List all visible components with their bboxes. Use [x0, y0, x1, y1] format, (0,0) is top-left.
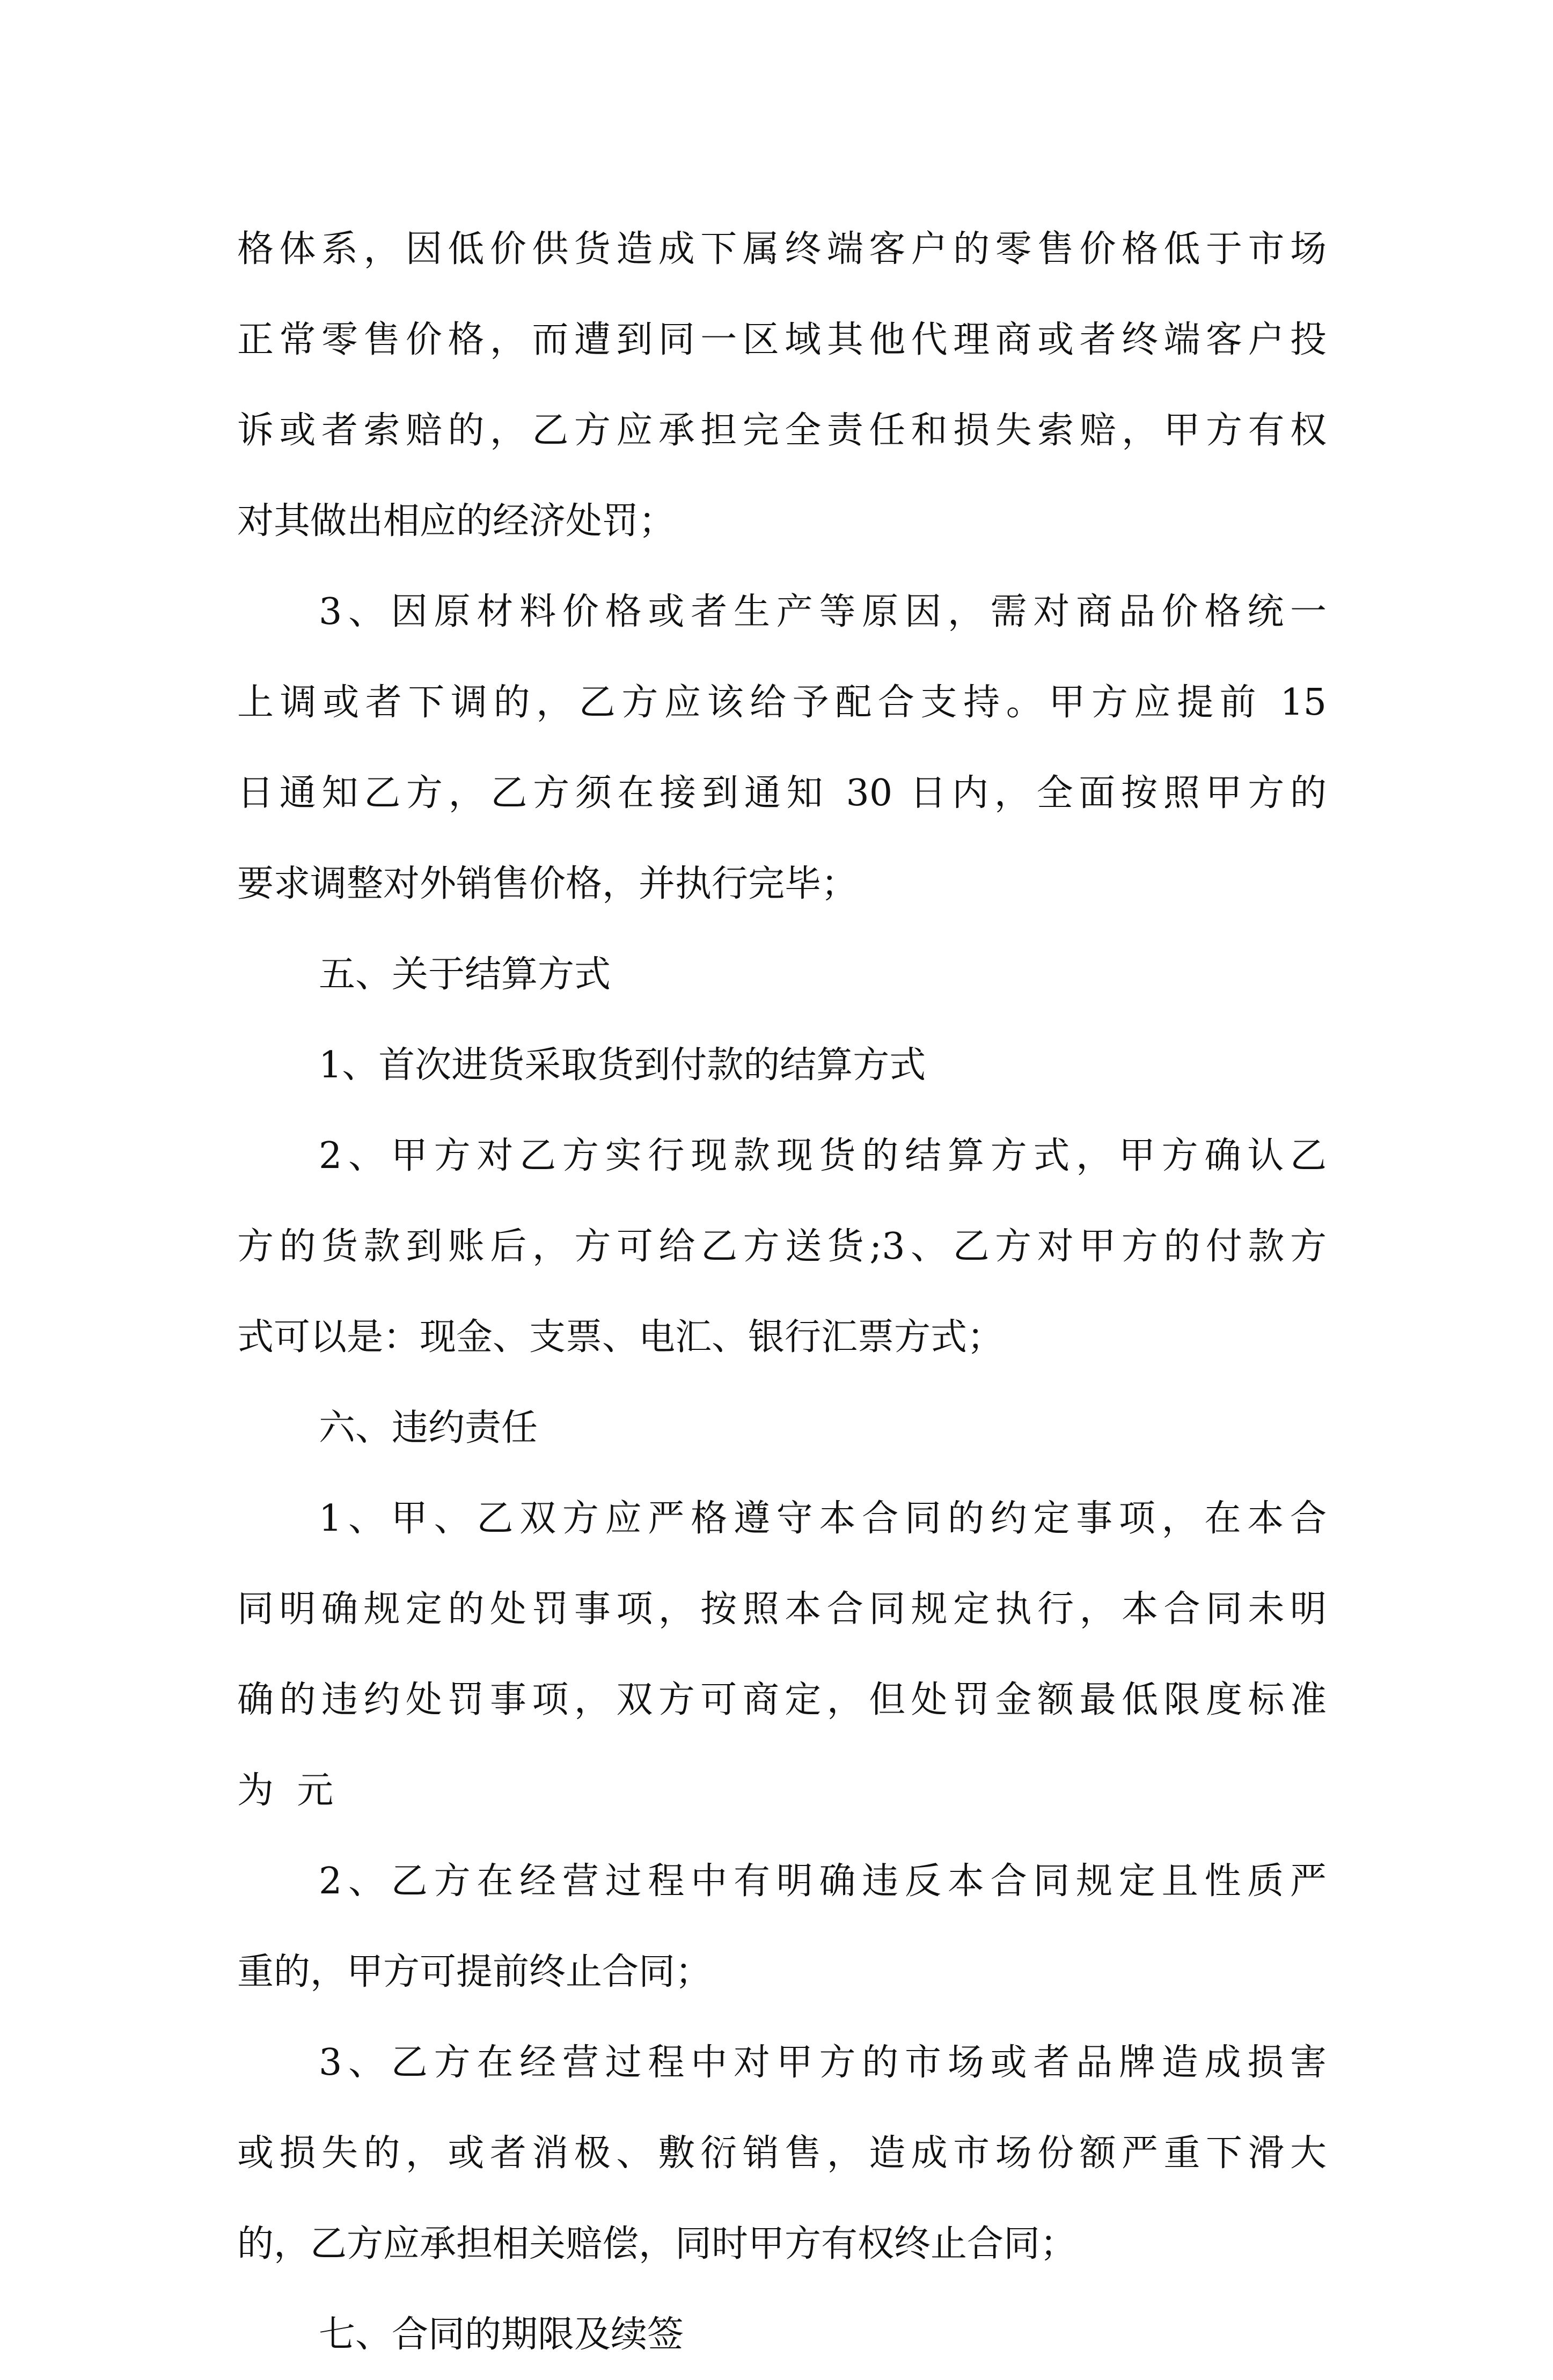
text-line: 方的货款到账后，方可给乙方送货;3、乙方对甲方的付款方 [237, 1225, 1327, 1268]
section-heading: 六、违约责任 [319, 1407, 538, 1449]
text-line: 上调或者下调的，乙方应该给予配合支持。甲方应提前 15 [237, 681, 1327, 724]
text-line: 或损失的，或者消极、敷衍销售，造成市场份额严重下滑大 [237, 2132, 1327, 2175]
text-line: 为 元 [237, 1769, 334, 1812]
text-line: 正常零售价格，而遭到同一区域其他代理商或者终端客户投 [237, 319, 1327, 361]
text-line: 3、因原材料价格或者生产等原因，需对商品价格统一 [319, 591, 1327, 633]
text-line: 重的，甲方可提前终止合同； [237, 1951, 712, 1993]
section-heading: 七、合同的期限及续签 [319, 2313, 684, 2356]
text-line: 确的违约处罚事项，双方可商定，但处罚金额最低限度标准 [237, 1679, 1327, 1721]
text-line: 1、首次进货采取货到付款的结算方式 [319, 1044, 926, 1086]
text-line: 3、乙方在经营过程中对甲方的市场或者品牌造成损害 [319, 2041, 1327, 2084]
text-line: 式可以是：现金、支票、电汇、银行汇票方式； [237, 1316, 1004, 1358]
text-line: 2、乙方在经营过程中有明确违反本合同规定且性质严 [319, 1860, 1327, 1902]
text-line: 的，乙方应承担相关赔偿，同时甲方有权终止合同； [237, 2223, 1077, 2265]
text-line: 格体系，因低价供货造成下属终端客户的零售价格低于市场 [237, 228, 1327, 270]
section-heading: 五、关于结算方式 [319, 953, 611, 996]
text-line: 同明确规定的处罚事项，按照本合同规定执行，本合同未明 [237, 1588, 1327, 1630]
text-line: 1、甲、乙双方应严格遵守本合同的约定事项，在本合 [319, 1497, 1327, 1540]
text-line: 要求调整对外销售价格，并执行完毕； [237, 863, 858, 905]
document-body [237, 204, 1327, 2380]
text-line: 日通知乙方，乙方须在接到通知 30 日内，全面按照甲方的 [237, 772, 1327, 814]
text-line: 诉或者索赔的，乙方应承担完全责任和损失索赔，甲方有权 [237, 409, 1327, 452]
text-line: 2、甲方对乙方实行现款现货的结算方式，甲方确认乙 [319, 1135, 1327, 1177]
text-line: 对其做出相应的经济处罚； [237, 500, 676, 542]
